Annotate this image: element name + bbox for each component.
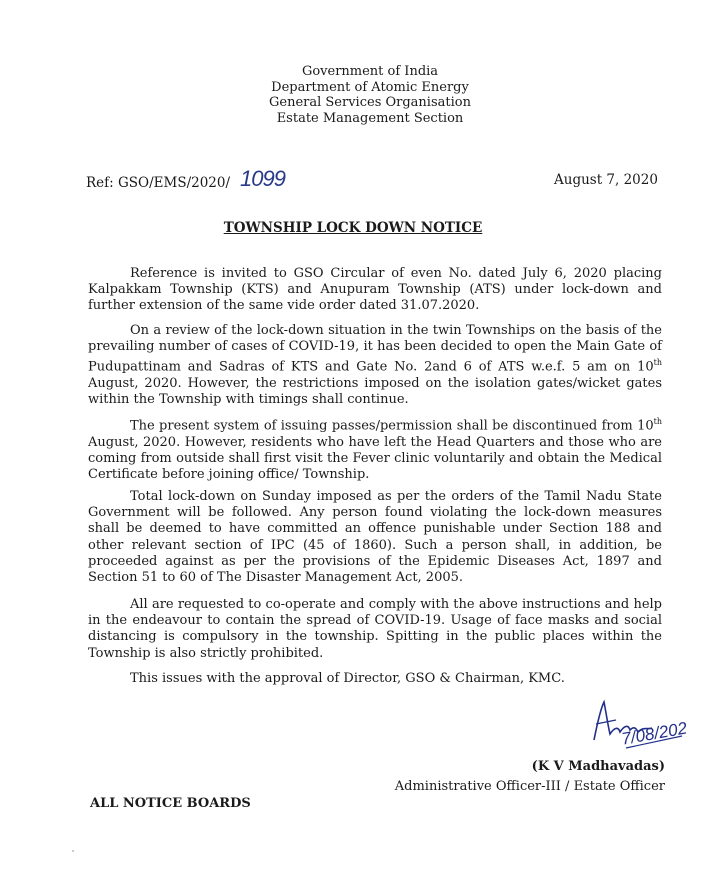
paragraph-passes-text: The present system of issuing passes/permission shall be discontinued from 10 xyxy=(130,418,654,434)
scan-speck xyxy=(72,850,74,852)
paragraph-gate-opening-text: On a review of the lock-down situation in the twin Townships on the basis of the prevailing number of cases of COVID-19, it has been decided to open the Main Gate of Pudupattinam and Sadras of KTS and Gate No. 2and 6 of ATS w.e.f. 5 am on 10 xyxy=(88,323,662,375)
paragraph-passes xyxy=(88,414,662,483)
handwritten-reference-number: 1099 xyxy=(240,166,285,191)
notice-title: TOWNSHIP LOCK DOWN NOTICE xyxy=(223,220,483,236)
letterhead-line-section: Estate Management Section xyxy=(276,110,464,126)
signatory-name: (K V Madhavadas) xyxy=(531,759,665,774)
notice-date: August 7, 2020 xyxy=(554,172,658,188)
letterhead-line-government: Government of India xyxy=(301,64,439,79)
ordinal-suffix: th xyxy=(653,417,662,426)
paragraph-sunday-lockdown: Total lock-down on Sunday imposed as per the orders of the Tamil Nadu State Government will be followed. Any person found violating the lock-down measures shall be deemed to have committed an offence punishable under Section 188 and other relevant section of IPC (45 of 1860). Such a person shall, in addition, be proceeded against as per the provisions of the Epidemic Diseases Act, 1897 and Section 51 to 60 of The Disaster Management Act, 2005. xyxy=(88,489,662,586)
handwritten-signature-date: 7/08/202 xyxy=(620,718,689,749)
signatory-designation: Administrative Officer-III / Estate Officer xyxy=(394,779,665,794)
letterhead-line-department: Department of Atomic Energy xyxy=(271,79,469,95)
paragraph-gate-opening-text-cont: August, 2020. However, the restrictions imposed on the isolation gates/wicket gates within the Township with timings shall continue. xyxy=(88,375,662,408)
letterhead xyxy=(0,64,720,126)
distribution-list: ALL NOTICE BOARDS xyxy=(90,796,251,811)
paragraph-gate-opening xyxy=(88,323,662,408)
paragraph-passes-text-cont: August, 2020. However, residents who have left the Head Quarters and those who are coming from outside shall first visit the Fever clinic voluntarily and obtain the Medical Certificate before joining office/ Township. xyxy=(88,434,662,482)
ordinal-suffix: th xyxy=(653,358,662,368)
reference-number: Ref: GSO/EMS/2020/ xyxy=(86,175,231,191)
paragraph-compliance: All are requested to co-operate and comply with the above instructions and help in the endeavour to contain the spread of COVID-19. Usage of face masks and social distancing is compulsory in the township. Spitting in the public places within the Township is also strictly prohibited. xyxy=(88,597,662,661)
paragraph-approval: This issues with the approval of Director, GSO & Chairman, KMC. xyxy=(130,671,565,686)
paragraph-reference: Reference is invited to GSO Circular of even No. dated July 6, 2020 placing Kalpakkam Township (KTS) and Anupuram Township (ATS) under lock-down and further extension of the same vide order dated 31.07.2020. xyxy=(88,266,662,314)
signatory-block xyxy=(380,757,665,797)
letterhead-line-organisation: General Services Organisation xyxy=(269,95,471,110)
